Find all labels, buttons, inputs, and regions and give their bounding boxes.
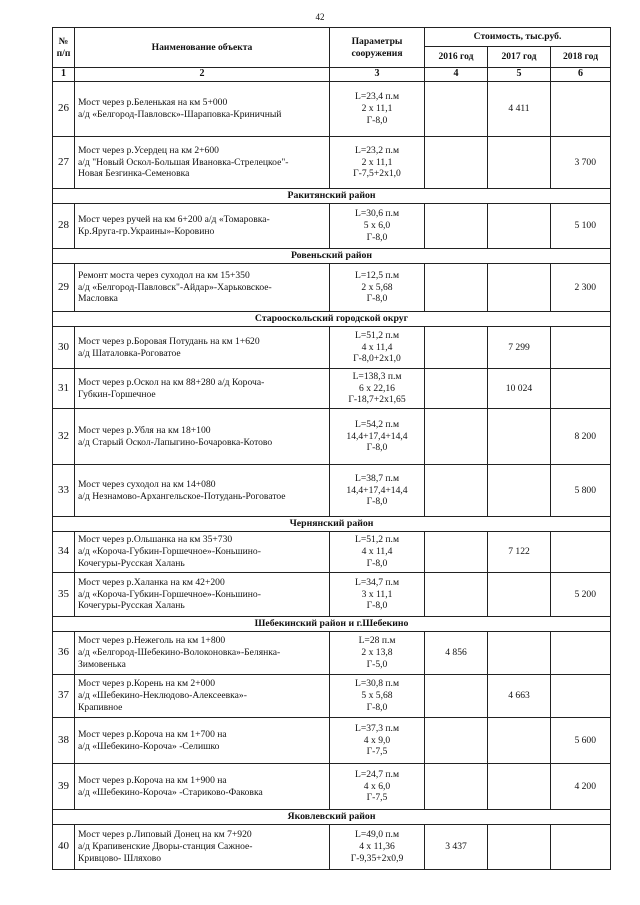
structure-params: L=28 п.м 2 х 13,8 Г-5,0 <box>330 632 425 675</box>
row-number: 26 <box>53 82 75 137</box>
cost-2018: 5 200 <box>551 573 611 617</box>
object-name: Мост через р.Боровая Потудань на км 1+620 а/д Шаталовка-Роговатое <box>75 327 330 369</box>
row-number: 35 <box>53 573 75 617</box>
cost-2018: 5 600 <box>551 718 611 764</box>
cost-2018 <box>551 825 611 870</box>
row-number: 36 <box>53 632 75 675</box>
region-header-row <box>53 189 611 204</box>
structure-params: L=49,0 п.м 4 х 11,36 Г-9,35+2х0,9 <box>330 825 425 870</box>
cost-2017 <box>488 632 551 675</box>
header-cost: Стоимость, тыс.руб. <box>425 28 611 47</box>
cost-2016 <box>425 675 488 718</box>
cost-2018: 4 200 <box>551 764 611 810</box>
row-number: 27 <box>53 137 75 189</box>
row-number: 37 <box>53 675 75 718</box>
region-header-row <box>53 517 611 532</box>
row-number: 28 <box>53 204 75 249</box>
cost-2017 <box>488 204 551 249</box>
cost-2016 <box>425 718 488 764</box>
row-number: 34 <box>53 532 75 573</box>
table-row <box>53 764 611 810</box>
col-number: 3 <box>330 68 425 82</box>
header-name: Наименование объекта <box>75 28 330 68</box>
cost-2016 <box>425 137 488 189</box>
cost-2016 <box>425 532 488 573</box>
cost-2016 <box>425 264 488 312</box>
row-number: 32 <box>53 409 75 465</box>
cost-2017 <box>488 764 551 810</box>
table-row <box>53 465 611 517</box>
cost-2016 <box>425 204 488 249</box>
header-params: Параметры сооружения <box>330 28 425 68</box>
region-header-row <box>53 249 611 264</box>
row-number: 33 <box>53 465 75 517</box>
object-name: Мост через р.Короча на км 1+900 на а/д «Шебекино-Короча» -Стариково-Факовка <box>75 764 330 810</box>
header-year-2016: 2016 год <box>425 47 488 68</box>
col-number: 4 <box>425 68 488 82</box>
object-name: Мост через р.Усердец на км 2+600 а/д "Новый Оскол-Большая Ивановка-Стрелецкое"- Новая Безгинка-Семеновка <box>75 137 330 189</box>
row-number: 30 <box>53 327 75 369</box>
cost-2016 <box>425 573 488 617</box>
cost-2017: 7 122 <box>488 532 551 573</box>
region-name: Яковлевский район <box>53 810 611 825</box>
region-name: Шебекинский район и г.Шебекино <box>53 617 611 632</box>
cost-2018 <box>551 369 611 409</box>
cost-2018 <box>551 82 611 137</box>
table-row <box>53 327 611 369</box>
structure-params: L=23,2 п.м 2 х 11,1 Г-7,5+2х1,0 <box>330 137 425 189</box>
structure-params: L=51,2 п.м 4 х 11,4 Г-8,0 <box>330 532 425 573</box>
row-number: 38 <box>53 718 75 764</box>
page-number: 42 <box>315 12 325 22</box>
object-name: Мост через р.Беленькая на км 5+000 а/д «Белгород-Павловск»-Шараповка-Криничный <box>75 82 330 137</box>
object-name: Мост через р.Липовый Донец на км 7+920 а/д Крапивенские Дворы-станция Сажное- Кривцово- Шляхово <box>75 825 330 870</box>
object-name: Ремонт моста через суходол на км 15+350 а/д «Белгород-Павловск"-Айдар»-Харьковское- Масловка <box>75 264 330 312</box>
cost-2018 <box>551 532 611 573</box>
cost-2018 <box>551 675 611 718</box>
cost-2017: 10 024 <box>488 369 551 409</box>
col-number: 2 <box>75 68 330 82</box>
object-name: Мост через р.Нежеголь на км 1+800 а/д «Белгород-Шебекино-Волоконовка»-Белянка- Зимовенька <box>75 632 330 675</box>
table-row <box>53 204 611 249</box>
cost-2017: 4 663 <box>488 675 551 718</box>
cost-2018: 2 300 <box>551 264 611 312</box>
header-no: № п/п <box>53 28 75 68</box>
cost-2016 <box>425 82 488 137</box>
cost-2016 <box>425 764 488 810</box>
table-row <box>53 632 611 675</box>
structure-params: L=24,7 п.м 4 х 6,0 Г-7,5 <box>330 764 425 810</box>
region-header-row <box>53 617 611 632</box>
table-row <box>53 409 611 465</box>
cost-2017 <box>488 409 551 465</box>
structure-params: L=34,7 п.м 3 х 11,1 Г-8,0 <box>330 573 425 617</box>
object-name: Мост через р.Убля на км 18+100 а/д Старый Оскол-Лапыгино-Бочаровка-Котово <box>75 409 330 465</box>
object-name: Мост через суходол на км 14+080 а/д Незнамово-Архангельское-Потудань-Роговатое <box>75 465 330 517</box>
region-name: Ровеньский район <box>53 249 611 264</box>
cost-2016: 3 437 <box>425 825 488 870</box>
table-row <box>53 137 611 189</box>
structure-params: L=38,7 п.м 14,4+17,4+14,4 Г-8,0 <box>330 465 425 517</box>
bridge-cost-table <box>52 27 611 870</box>
region-name: Ракитянский район <box>53 189 611 204</box>
row-number: 39 <box>53 764 75 810</box>
structure-params: L=30,8 п.м 5 х 5,68 Г-8,0 <box>330 675 425 718</box>
table-row <box>53 264 611 312</box>
table-row <box>53 532 611 573</box>
table-row <box>53 82 611 137</box>
structure-params: L=23,4 п.м 2 х 11,1 Г-8,0 <box>330 82 425 137</box>
region-header-row <box>53 810 611 825</box>
cost-2018: 5 100 <box>551 204 611 249</box>
table-row <box>53 825 611 870</box>
cost-2017 <box>488 573 551 617</box>
header-year-2018: 2018 год <box>551 47 611 68</box>
cost-2016 <box>425 327 488 369</box>
cost-2017 <box>488 137 551 189</box>
cost-2017 <box>488 718 551 764</box>
structure-params: L=138,3 п.м 6 х 22,16 Г-18,7+2х1,65 <box>330 369 425 409</box>
table-row <box>53 573 611 617</box>
column-number-row <box>53 68 611 82</box>
col-number: 1 <box>53 68 75 82</box>
cost-2018: 5 800 <box>551 465 611 517</box>
table-row <box>53 675 611 718</box>
cost-2018 <box>551 632 611 675</box>
region-header-row <box>53 312 611 327</box>
row-number: 40 <box>53 825 75 870</box>
col-number: 6 <box>551 68 611 82</box>
cost-2017: 7 299 <box>488 327 551 369</box>
col-number: 5 <box>488 68 551 82</box>
cost-2017 <box>488 825 551 870</box>
header-year-2017: 2017 год <box>488 47 551 68</box>
cost-2017: 4 411 <box>488 82 551 137</box>
cost-2018 <box>551 327 611 369</box>
cost-2018: 3 700 <box>551 137 611 189</box>
table-row <box>53 718 611 764</box>
table-row <box>53 369 611 409</box>
object-name: Мост через р.Оскол на км 88+280 а/д Короча- Губкин-Горшечное <box>75 369 330 409</box>
row-number: 29 <box>53 264 75 312</box>
region-name: Чернянский район <box>53 517 611 532</box>
object-name: Мост через ручей на км 6+200 а/д «Томаровка- Кр.Яруга-гр.Украины»-Коровино <box>75 204 330 249</box>
region-name: Старооскольский городской округ <box>53 312 611 327</box>
cost-2018: 8 200 <box>551 409 611 465</box>
cost-2017 <box>488 465 551 517</box>
cost-2016 <box>425 465 488 517</box>
object-name: Мост через р.Халанка на км 42+200 а/д «Короча-Губкин-Горшечное»-Коньшино- Кочегуры-Русская Халань <box>75 573 330 617</box>
object-name: Мост через р.Короча на км 1+700 на а/д «Шебекино-Короча» -Селишко <box>75 718 330 764</box>
structure-params: L=12,5 п.м 2 х 5,68 Г-8,0 <box>330 264 425 312</box>
object-name: Мост через р.Ольшанка на км 35+730 а/д «Короча-Губкин-Горшечное»-Коньшино- Кочегуры-Русская Халань <box>75 532 330 573</box>
cost-2016 <box>425 369 488 409</box>
structure-params: L=37,3 п.м 4 х 9,0 Г-7,5 <box>330 718 425 764</box>
row-number: 31 <box>53 369 75 409</box>
structure-params: L=54,2 п.м 14,4+17,4+14,4 Г-8,0 <box>330 409 425 465</box>
object-name: Мост через р.Корень на км 2+000 а/д «Шебекино-Неклюдово-Алексеевка»- Крапивное <box>75 675 330 718</box>
structure-params: L=51,2 п.м 4 х 11,4 Г-8,0+2х1,0 <box>330 327 425 369</box>
cost-2017 <box>488 264 551 312</box>
cost-2016 <box>425 409 488 465</box>
structure-params: L=30,6 п.м 5 х 6,0 Г-8,0 <box>330 204 425 249</box>
cost-2016: 4 856 <box>425 632 488 675</box>
